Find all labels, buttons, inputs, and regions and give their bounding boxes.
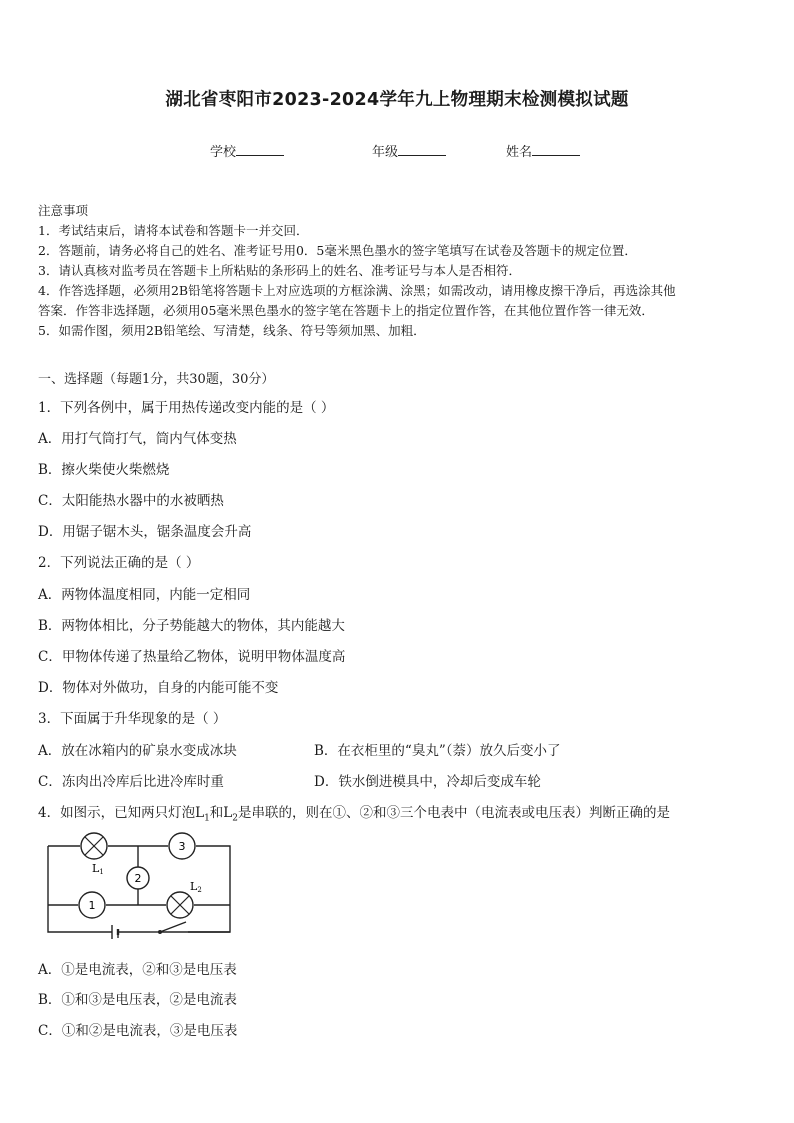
q3-option-b[interactable]: B．在衣柜里的“臭丸”（萘）放久后变小了 — [314, 743, 561, 759]
notice-item: 5．如需作图，须用2B铅笔绘、写清楚，线条、符号等须加黑、加粗． — [38, 323, 426, 338]
question-4-stem — [38, 801, 670, 824]
notice-item: 3．请认真核对监考员在答题卡上所粘贴的条形码上的姓名、准考证号与本人是否相符． — [38, 263, 521, 278]
notice-item: 4．作答选择题，必须用2B铅笔将答题卡上对应选项的方框涂满、涂黑；如需改动，请用橡皮擦干净后，再选涂其他 — [38, 283, 676, 298]
notice-item: 2．答题前，请务必将自己的姓名、准考证号用0．5毫米黑色墨水的签字笔填写在试卷及答题卡的规定位置． — [38, 243, 637, 258]
meter-2-label: 2 — [134, 872, 142, 885]
notice-block — [38, 201, 768, 341]
q4-stem-sub: 1 — [204, 813, 210, 824]
meter-1-label: 1 — [88, 899, 96, 912]
q2-option-d[interactable]: D．物体对外做功，自身的内能可能不变 — [38, 680, 279, 696]
q1-option-c[interactable]: C．太阳能热水器中的水被晒热 — [38, 493, 224, 509]
q2-option-c[interactable]: C．甲物体传递了热量给乙物体，说明甲物体温度高 — [38, 649, 346, 665]
q4-stem-part: 4．如图示，已知两只灯泡L — [38, 805, 205, 821]
notice-item: 1．考试结束后，请将本试卷和答题卡一并交回． — [38, 223, 309, 238]
q3-option-c[interactable]: C．冻肉出冷库后比进冷库时重 — [38, 774, 224, 790]
question-1-stem: 1．下列各例中，属于用热传递改变内能的是（ ） — [38, 400, 335, 416]
q2-option-b[interactable]: B．两物体相比，分子势能越大的物体，其内能越大 — [38, 618, 345, 634]
name-blank[interactable] — [532, 143, 580, 156]
school-blank[interactable] — [236, 143, 284, 156]
grade-blank[interactable] — [398, 143, 446, 156]
q2-option-a[interactable]: A．两物体温度相同，内能一定相同 — [38, 587, 251, 603]
q3-option-a[interactable]: A．放在冰箱内的矿泉水变成冰块 — [38, 743, 237, 759]
name-label: 姓名 — [506, 145, 533, 160]
meter-3-label: 3 — [178, 840, 186, 853]
notice-item: 答案．作答非选择题，必须用05毫米黑色墨水的签字笔在答题卡上的指定位置作答，在其他位置作答一律无效． — [38, 303, 654, 318]
q1-option-a[interactable]: A．用打气筒打气，筒内气体变热 — [38, 431, 237, 447]
student-info-row — [0, 141, 794, 159]
question-2-stem: 2．下列说法正确的是（ ） — [38, 555, 200, 571]
school-field[interactable] — [210, 141, 284, 160]
school-label: 学校 — [210, 145, 237, 160]
q3-option-d[interactable]: D．铁水倒进模具中，冷却后变成车轮 — [314, 774, 541, 790]
notice-heading: 注意事项 — [38, 203, 89, 218]
q4-stem-sub: 2 — [232, 813, 238, 824]
section-title: 一、选择题（每题1分，共30题，30分） — [38, 372, 275, 387]
q1-option-d[interactable]: D．用锯子锯木头，锯条温度会升高 — [38, 524, 252, 540]
lamp-2-icon — [167, 892, 193, 918]
q4-option-c[interactable]: C．①和②是电流表，③是电压表 — [38, 1023, 238, 1039]
circuit-wire — [48, 846, 230, 938]
q4-stem-part: 是串联的，则在①、②和③三个电表中（电流表或电压表）判断正确的是 — [238, 805, 670, 821]
grade-field[interactable] — [372, 141, 446, 160]
lamp-1-label: L1 — [92, 862, 104, 876]
name-field[interactable] — [506, 141, 580, 160]
grade-label: 年级 — [372, 145, 399, 160]
q4-option-b[interactable]: B．①和③是电压表，②是电流表 — [38, 992, 237, 1008]
q4-stem-part: 和L — [209, 805, 233, 821]
page-title: 湖北省枣阳市2023-2024学年九上物理期末检测模拟试题 — [165, 90, 629, 110]
question-3-stem: 3．下面属于升华现象的是（ ） — [38, 711, 227, 727]
switch-blade — [160, 922, 186, 932]
lamp-1-icon — [81, 833, 107, 859]
circuit-diagram — [40, 830, 240, 945]
q1-option-b[interactable]: B．擦火柴使火柴燃烧 — [38, 462, 170, 478]
q4-option-a[interactable]: A．①是电流表，②和③是电压表 — [38, 962, 237, 978]
lamp-2-label: L2 — [190, 880, 202, 894]
switch-pivot — [158, 930, 162, 934]
